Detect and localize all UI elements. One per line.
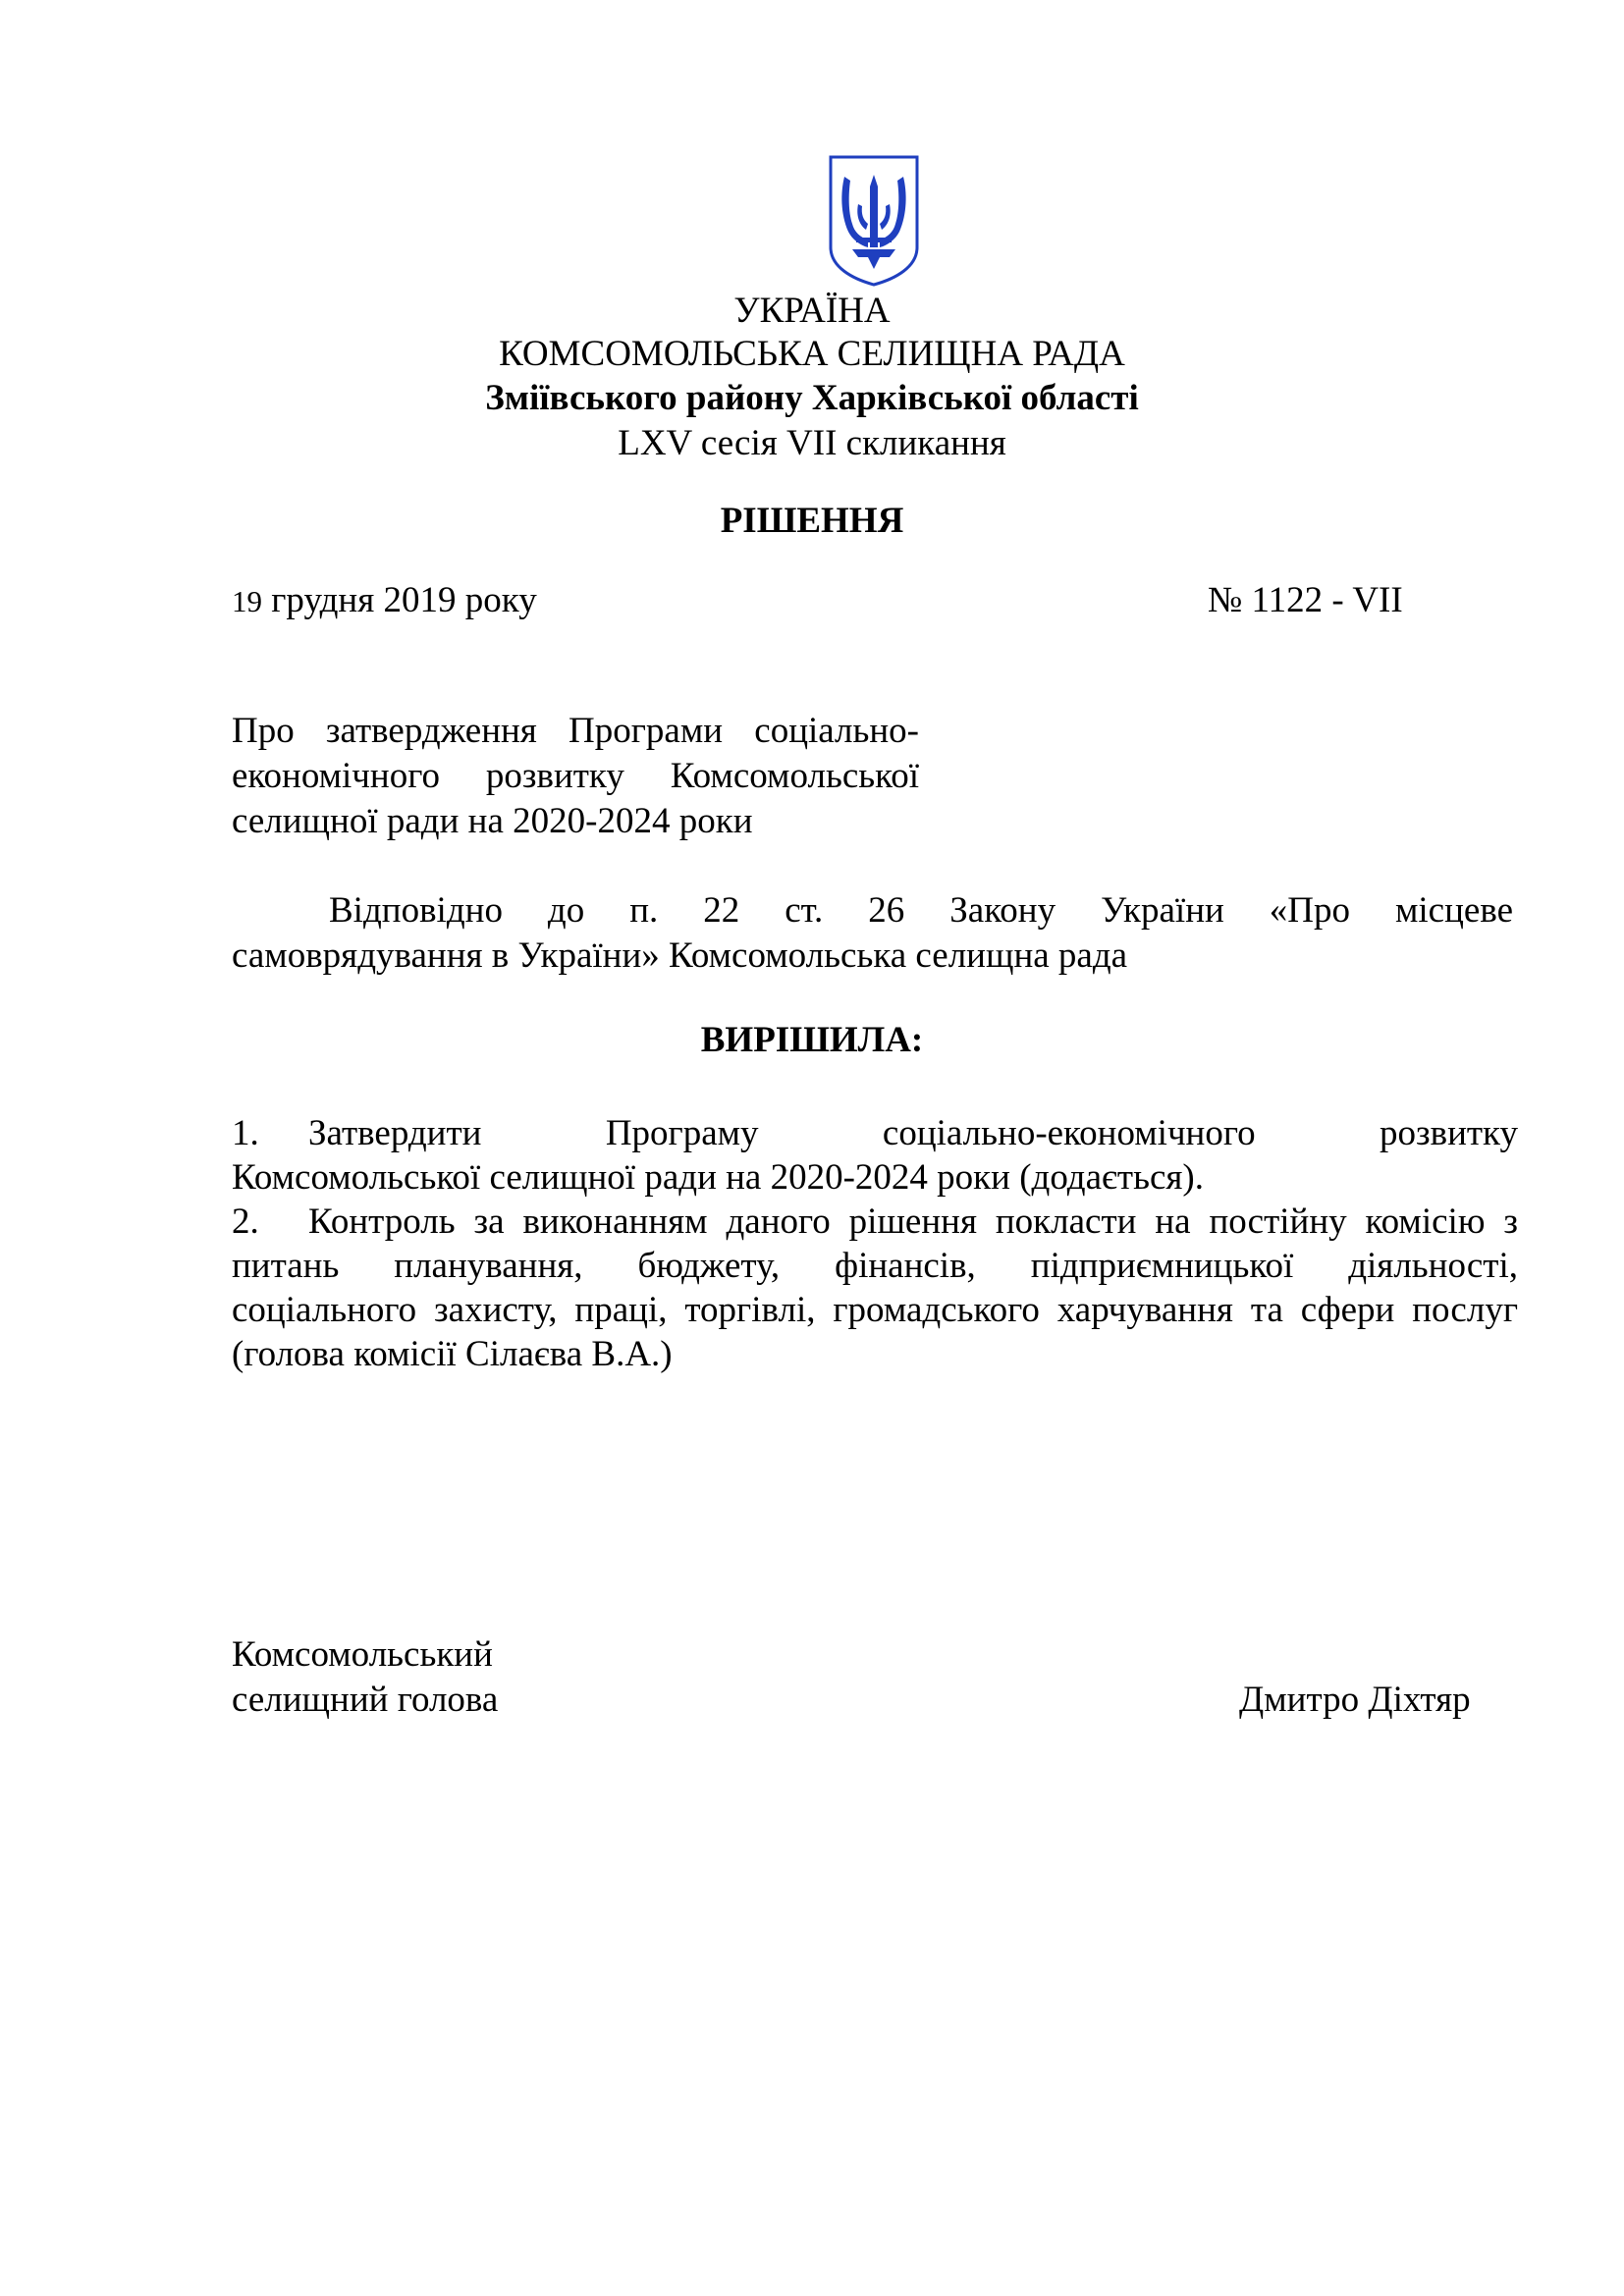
- list-item-text: Контроль за виконанням даного рішення покласти на постійну комісію з: [308, 1201, 1518, 1242]
- decision-subject: [232, 709, 919, 844]
- decision-date: [232, 579, 537, 623]
- decision-number: № 1122 - VII: [1208, 580, 1403, 620]
- document-type-heading: РІШЕННЯ: [720, 501, 904, 541]
- signatory-title-line: селищний голова: [232, 1680, 499, 1720]
- date-day: 19: [232, 584, 262, 618]
- list-item-line: [232, 1111, 1518, 1155]
- subject-line: економічного розвитку Комсомольської: [232, 756, 919, 796]
- preamble-line: самоврядування в України» Комсомольська селищна рада: [232, 935, 1128, 976]
- session-heading: LXV сесія VII скликання: [618, 423, 1006, 463]
- subject-line: селищної ради на 2020-2024 роки: [232, 801, 753, 841]
- resolved-heading: ВИРІШИЛА:: [700, 1020, 924, 1060]
- list-item-text: Затвердити Програму соціально-економічного розвитку: [308, 1113, 1518, 1153]
- decision-items: [232, 1111, 1518, 1376]
- preamble-line: Відповідно до п. 22 ст. 26 Закону України «Про місцеве: [329, 890, 1513, 931]
- signatory-name: Дмитро Діхтяр: [1239, 1680, 1471, 1720]
- coat-of-arms-trident-icon: [827, 153, 921, 289]
- list-item-text: (голова комісії Сілаєва В.А.): [232, 1334, 673, 1374]
- list-item-text: Комсомольської селищної ради на 2020-2024 роки (додається).: [232, 1157, 1204, 1198]
- country-heading: УКРАЇНА: [733, 291, 891, 331]
- list-item-text: питань планування, бюджету, фінансів, підприємницької діяльності,: [232, 1246, 1518, 1286]
- date-rest: грудня 2019 року: [262, 580, 537, 620]
- list-item-text: соціального захисту, праці, торгівлі, громадського харчування та сфери послуг: [232, 1290, 1518, 1330]
- preamble-paragraph: [232, 888, 1513, 979]
- subject-line: Про затвердження Програми соціально-: [232, 711, 919, 751]
- district-heading: Зміївського району Харківської області: [485, 378, 1139, 418]
- council-heading: КОМСОМОЛЬСЬКА СЕЛИЩНА РАДА: [499, 334, 1125, 374]
- list-item-number: 1.: [232, 1113, 259, 1153]
- signatory-title-line: Комсомольський: [232, 1634, 493, 1675]
- list-item-line: [232, 1200, 1518, 1244]
- signatory-title: [232, 1632, 498, 1723]
- list-item-number: 2.: [232, 1201, 259, 1242]
